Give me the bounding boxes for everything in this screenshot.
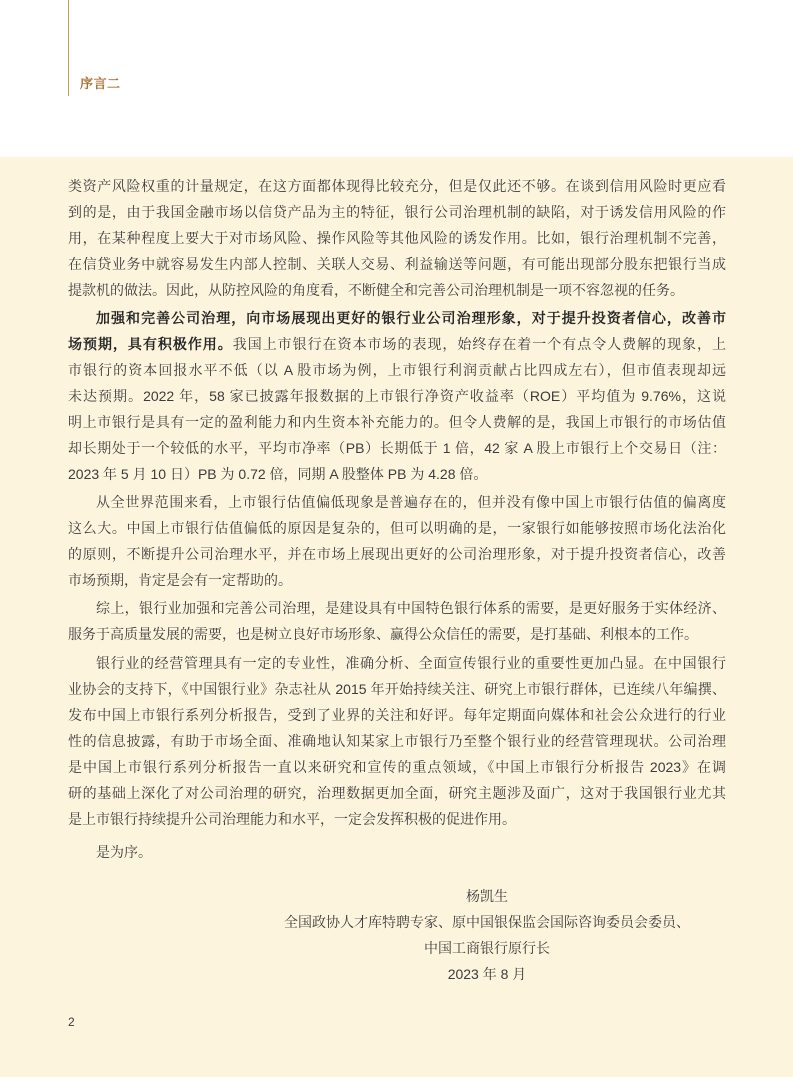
- paragraph-report-introduction: [68, 650, 726, 832]
- preface-body: [68, 173, 726, 865]
- text-line: 提款机的做法。因此，从防控风险的角度看，不断健全和完善公司治理机制是一项不容忽视的任务。: [68, 282, 684, 298]
- text-line: 这么大。中国上市银行估值偏低的原因是复杂的，但可以明确的是，一家银行如能够按照市场化法治化: [68, 520, 726, 536]
- text-line: 未达预期。2022 年，58 家已披露年报数据的上市银行净资产收益率（ROE）平均值为 9.76%，这说: [68, 388, 726, 404]
- page-number: 2: [68, 1015, 75, 1029]
- section-title: 序言二: [80, 76, 121, 91]
- text-line: 在信贷业务中就容易发生内部人控制、关联人交易、利益输送等问题，有可能出现部分股东把银行当成: [68, 256, 726, 272]
- paragraph-summary: [68, 595, 726, 647]
- bold-lead-line: 加强和完善公司治理，向市场展现出更好的银行业公司治理形象，对于提升投资者信心，改善市: [96, 310, 726, 326]
- text-line: 市场预期，肯定是会有一定帮助的。: [68, 572, 292, 588]
- text-line: 的原则，不断提升公司治理水平，并在市场上展现出更好的公司治理形象，对于提升投资者信心，改善: [68, 546, 726, 562]
- header-vertical-rule: [68, 0, 69, 96]
- text-line: 业协会的支持下，《中国银行业》杂志社从 2015 年开始持续关注、研究上市银行群体，已连续八年编撰、: [68, 681, 726, 697]
- text-line: 综上，银行业加强和完善公司治理，是建设具有中国特色银行体系的需要，是更好服务于实体经济、: [96, 600, 726, 616]
- paragraph-governance-image: [68, 305, 726, 487]
- text-line: [68, 331, 726, 357]
- text-line: 明上市银行是具有一定的盈利能力和内生资本补充能力的。但令人费解的是，我国上市银行的市场估值: [68, 414, 726, 430]
- text-line: 类资产风险权重的计量规定，在这方面都体现得比较充分，但是仅此还不够。在谈到信用风险时更应看: [68, 178, 726, 194]
- text-line: 服务于高质量发展的需要，也是树立良好市场形象、赢得公众信任的需要，是打基础、利根本的工作。: [68, 626, 698, 642]
- text-line: 是上市银行持续提升公司治理能力和水平，一定会发挥积极的促进作用。: [68, 811, 516, 827]
- author-title: 中国工商银行原行长: [424, 940, 550, 956]
- signature-date: 2023 年 8 月: [447, 966, 527, 982]
- text-line: 是中国上市银行系列分析报告一直以来研究和宣传的重点领域，《中国上市银行分析报告 2023》在调: [68, 759, 726, 775]
- text-line: 研的基础上深化了对公司治理的研究，治理数据更加全面，研究主题涉及面广，这对于我国银行业尤其: [68, 785, 726, 801]
- paragraph-global-valuation: [68, 489, 726, 593]
- text-line: 是为序。: [96, 844, 152, 860]
- signature-block: [280, 883, 694, 987]
- text-line: 银行业的经营管理具有一定的专业性，准确分析、全面宣传银行业的重要性更加凸显。在中国银行: [96, 655, 726, 671]
- author-title: 全国政协人才库特聘专家、原中国银保监会国际咨询委员会委员、: [284, 914, 690, 930]
- paragraph-risk-prevention: [68, 173, 726, 303]
- text-line: 却长期处于一个较低的水平，平均市净率（PB）长期低于 1 倍，42 家 A 股上市银行上个交易日（注：: [68, 440, 726, 456]
- bold-lead-text: 场预期，具有积极作用。: [68, 336, 233, 352]
- author-name: 杨凯生: [466, 888, 508, 904]
- text-line: 用，在某种程度上要大于对市场风险、操作风险等其他风险的诱发作用。比如，银行治理机制不完善，: [68, 230, 726, 246]
- text-line: 从全世界范围来看，上市银行估值偏低现象是普遍存在的，但并没有像中国上市银行估值的偏离度: [96, 494, 726, 510]
- text-line: 到的是，由于我国金融市场以信贷产品为主的特征，银行公司治理机制的缺陷，对于诱发信用风险的作: [68, 204, 726, 220]
- text-line: 发布中国上市银行系列分析报告，受到了业界的关注和好评。每年定期面向媒体和社会公众进行的行业: [68, 707, 726, 723]
- regular-text: 我国上市银行在资本市场的表现，始终存在着一个有点令人费解的现象，上: [232, 336, 727, 352]
- text-line: 市银行的资本回报水平不低（以 A 股市场为例，上市银行利润贡献占比四成左右），但市值表现却远: [68, 362, 726, 378]
- text-line: 性的信息披露，有助于市场全面、准确地认知某家上市银行乃至整个银行业的经营管理现状。公司治理: [68, 733, 726, 749]
- paragraph-closing: [68, 839, 726, 865]
- text-line: 2023 年 5 月 10 日）PB 为 0.72 倍，同期 A 股整体 PB 为 4.28 倍。: [68, 466, 488, 482]
